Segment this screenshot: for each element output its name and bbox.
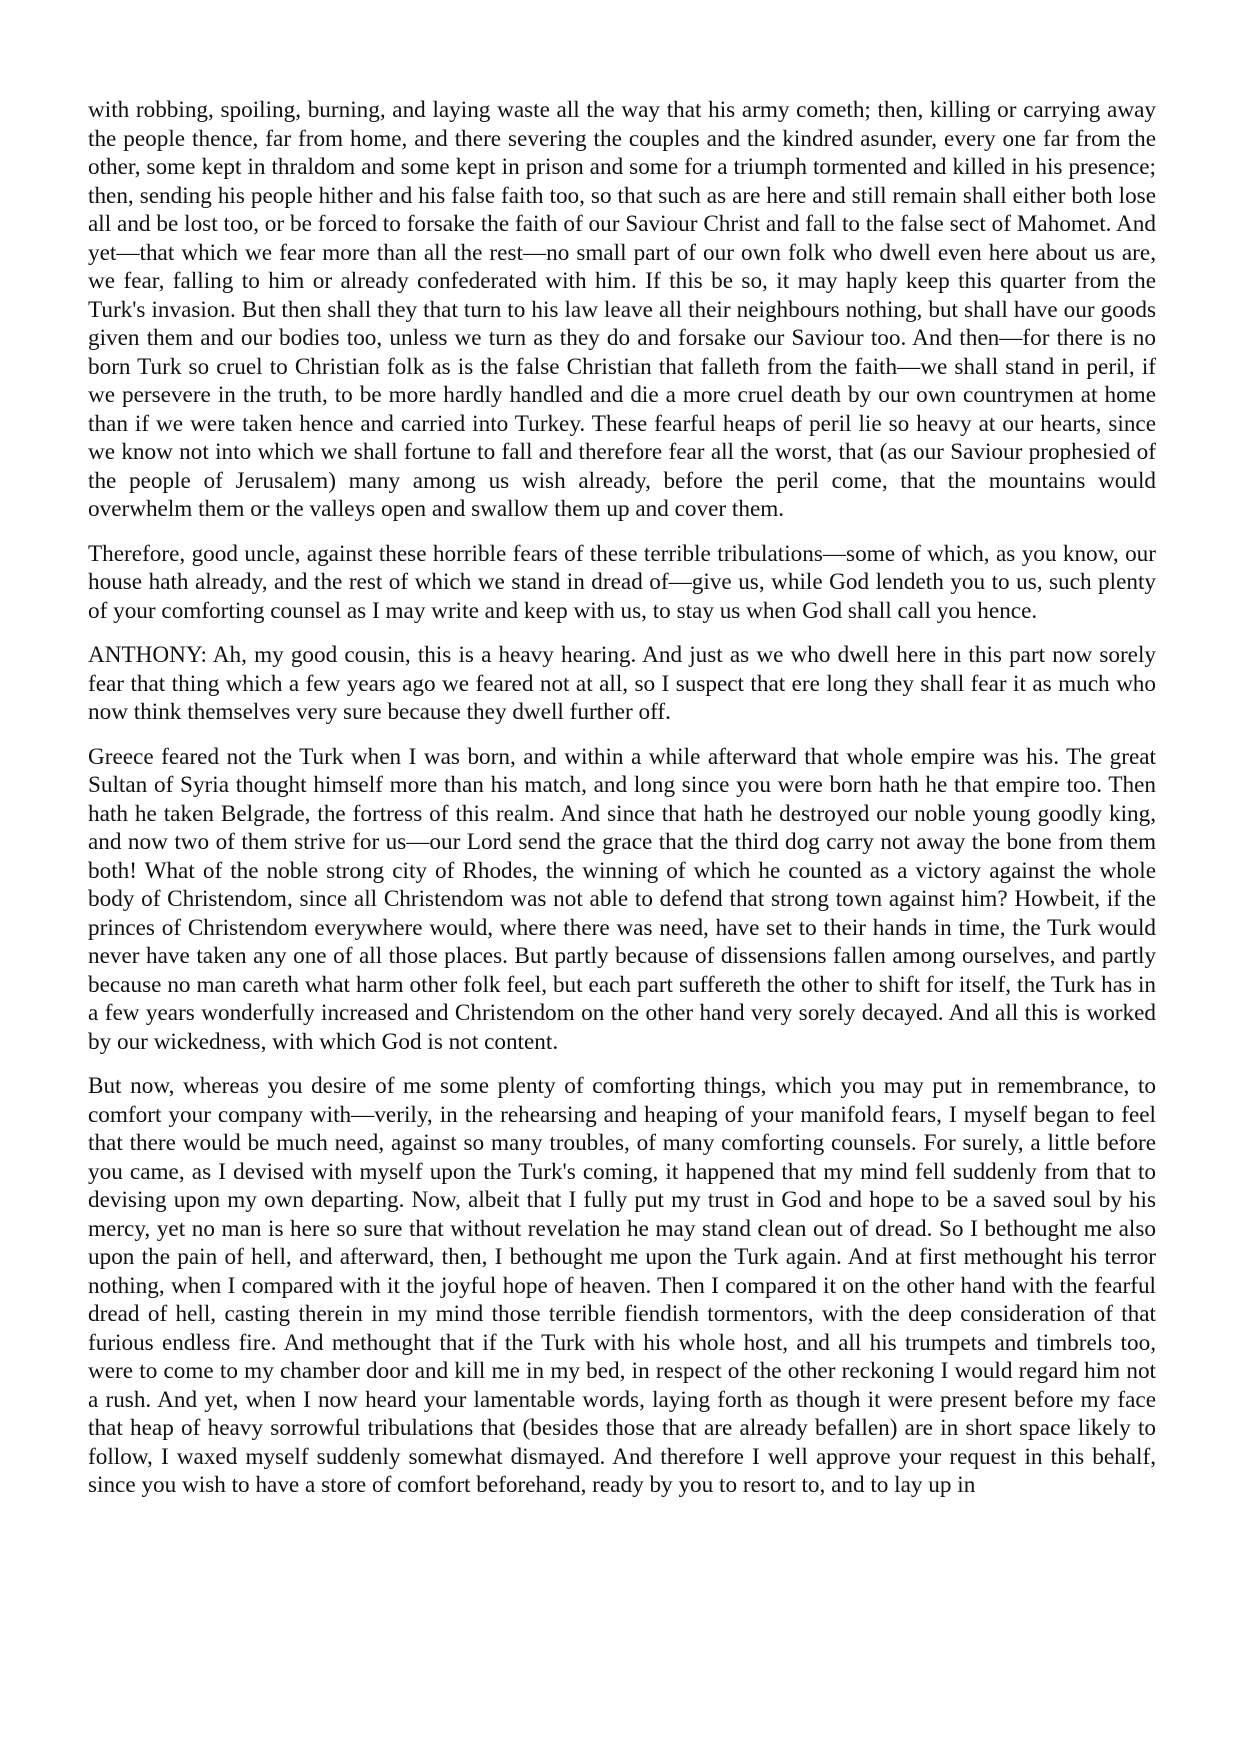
paragraph-4: Greece feared not the Turk when I was born, and within a while afterward that whole empire was his. The great Sultan of Syria thought himself more than his match, and long since you were born hath he that empire too. Then hath he taken Belgrade, the fortress of this realm. And since that hath he destroyed our noble young goodly king, and now two of them strive for us—our Lord send the grace that the third dog carry not away the bone from them both! What of the noble strong city of Rhodes, the winning of which he counted as a victory against the whole body of Christendom, since all Christendom was not able to defend that strong town against him? Howbeit, if the princes of Christendom everywhere would, where there was need, have set to their hands in time, the Turk would never have taken any one of all those places. But partly because of dissensions fallen among ourselves, and partly because no man careth what harm other folk feel, but each part suffereth the other to shift for itself, the Turk has in a few years wonderfully increased and Christendom on the other hand very sorely decayed. And all this is worked by our wickedness, with which God is not content. — [88, 743, 1156, 1055]
paragraph-5: But now, whereas you desire of me some plenty of comforting things, which you may put in remembrance, to comfort your company with—verily, in the rehearsing and heaping of your manifold fears, I myself began to feel that there would be much need, against so many troubles, of many comforting counsels. For surely, a little before you came, as I devised with myself upon the Turk's coming, it happened that my mind fell suddenly from that to devising upon my own departing. Now, albeit that I fully put my trust in God and hope to be a saved soul by his mercy, yet no man is here so sure that without revelation he may stand clean out of dread. So I bethought me also upon the pain of hell, and afterward, then, I bethought me upon the Turk again. And at first methought his terror nothing, when I compared with it the joyful hope of heaven. Then I compared it on the other hand with the fearful dread of hell, casting therein in my mind those terrible fiendish tormentors, with the deep consideration of that furious endless fire. And methought that if the Turk with his whole host, and all his trumpets and timbrels too, were to come to my chamber door and kill me in my bed, in respect of the other reckoning I would regard him not a rush. And yet, when I now heard your lamentable words, laying forth as though it were present before my face that heap of heavy sorrowful tribulations that (besides those that are already befallen) are in short space likely to follow, I waxed myself suddenly somewhat dismayed. And therefore I well approve your request in this behalf, since you wish to have a store of comfort beforehand, ready by you to resort to, and to lay up in — [88, 1073, 1156, 1498]
paragraph-2: Therefore, good uncle, against these horrible fears of these terrible tribulations—some of which, as you know, our house hath already, and the rest of which we stand in dread of—give us, while God lendeth you to us, such plenty of your comforting counsel as I may write and keep with us, to stay us when God shall call you hence. — [88, 540, 1156, 624]
paragraph-3: ANTHONY: Ah, my good cousin, this is a heavy hearing. And just as we who dwell here in this part now sorely fear that thing which a few years ago we feared not at all, so I suspect that ere long they shall fear it as much who now think themselves very sure because they dwell further off. — [88, 642, 1156, 725]
document-page — [88, 96, 1156, 1516]
paragraph-1: with robbing, spoiling, burning, and laying waste all the way that his army cometh; then, killing or carrying away the people thence, far from home, and there severing the couples and the kindred asunder, every one far from the other, some kept in thraldom and some kept in prison and some for a triumph tormented and killed in his presence; then, sending his people hither and his false faith too, so that such as are here and still remain shall either both lose all and be lost too, or be forced to forsake the faith of our Saviour Christ and fall to the false sect of Mahomet. And yet—that which we fear more than all the rest—no small part of our own folk who dwell even here about us are, we fear, falling to him or already confederated with him. If this be so, it may haply keep this quarter from the Turk's invasion. But then shall they that turn to his law leave all their neighbours nothing, but shall have our goods given them and our bodies too, unless we turn as they do and forsake our Saviour too. And then—for there is no born Turk so cruel to Christian folk as is the false Christian that falleth from the faith—we shall stand in peril, if we persevere in the truth, to be more hardly handled and die a more cruel death by our own countrymen at home than if we were taken hence and carried into Turkey. These fearful heaps of peril lie so heavy at our hearts, since we know not into which we shall fortune to fall and therefore fear all the worst, that (as our Saviour prophesied of the people of Jerusalem) many among us wish already, before the peril come, that the mountains would overwhelm them or the valleys open and swallow them up and cover them. — [88, 97, 1156, 522]
